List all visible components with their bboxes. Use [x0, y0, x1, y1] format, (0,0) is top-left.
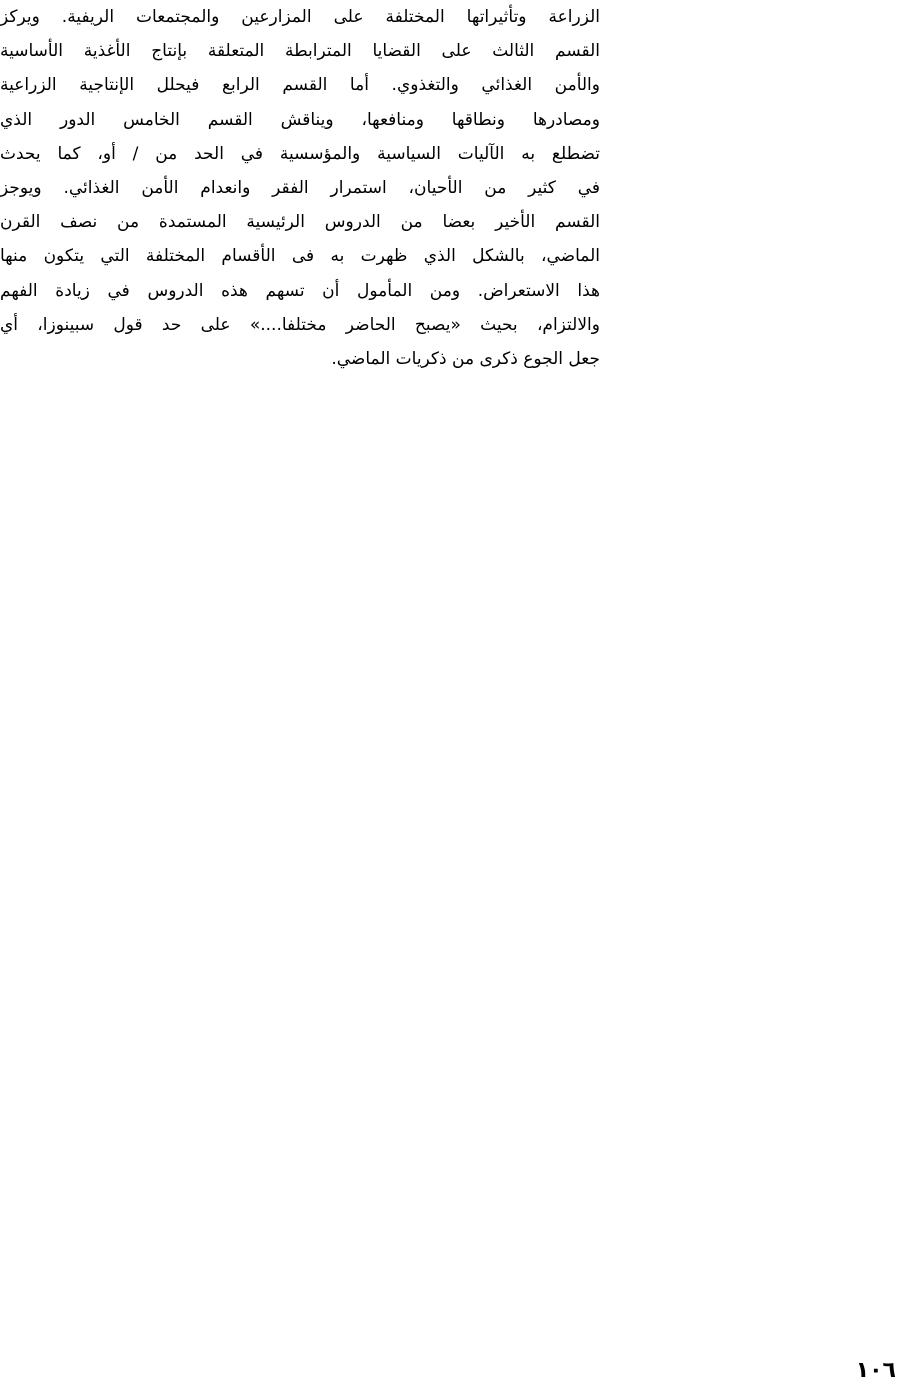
paragraph-line: في كثير من الأحيان، استمرار الفقر وانعدام الأمن الغذائي. ويوجز [0, 177, 600, 198]
paragraph-line: الزراعة وتأثيراتها المختلفة على المزارعين والمجتمعات الريفية. ويركز [0, 7, 600, 27]
paragraph-line: الماضي، بالشكل الذي ظهرت به فى الأقسام المختلفة التي يتكون منها [0, 246, 600, 267]
paragraph-line: القسم الأخير بعضا من الدروس الرئيسية المستمدة من نصف القرن [0, 212, 600, 233]
page-number: ١٠٦ [855, 1358, 896, 1383]
paragraph-line: ومصادرها ونطاقها ومنافعها، ويناقش القسم الخامس الدور الذي [0, 109, 600, 130]
paragraph-line: هذا الاستعراض. ومن المأمول أن تسهم هذه الدروس في زيادة الفهم [0, 280, 600, 301]
paragraph-line: جعل الجوع ذكرى من ذكريات الماضي. [331, 348, 600, 369]
paragraph-line: والأمن الغذائي والتغذوي. أما القسم الرابع فيحلل الإنتاجية الزراعية [0, 75, 600, 96]
paragraph-line: والالتزام، بحيث «يصبح الحاضر مختلفا....» على حد قول سبينوزا، أي [0, 314, 600, 335]
paragraph-line: تضطلع به الآليات السياسية والمؤسسية في الحد من / أو، كما يحدث [0, 143, 600, 164]
body-paragraph [0, 0, 600, 376]
paragraph-line: القسم الثالث على القضايا المترابطة المتعلقة بإنتاج الأغذية الأساسية [0, 41, 600, 62]
